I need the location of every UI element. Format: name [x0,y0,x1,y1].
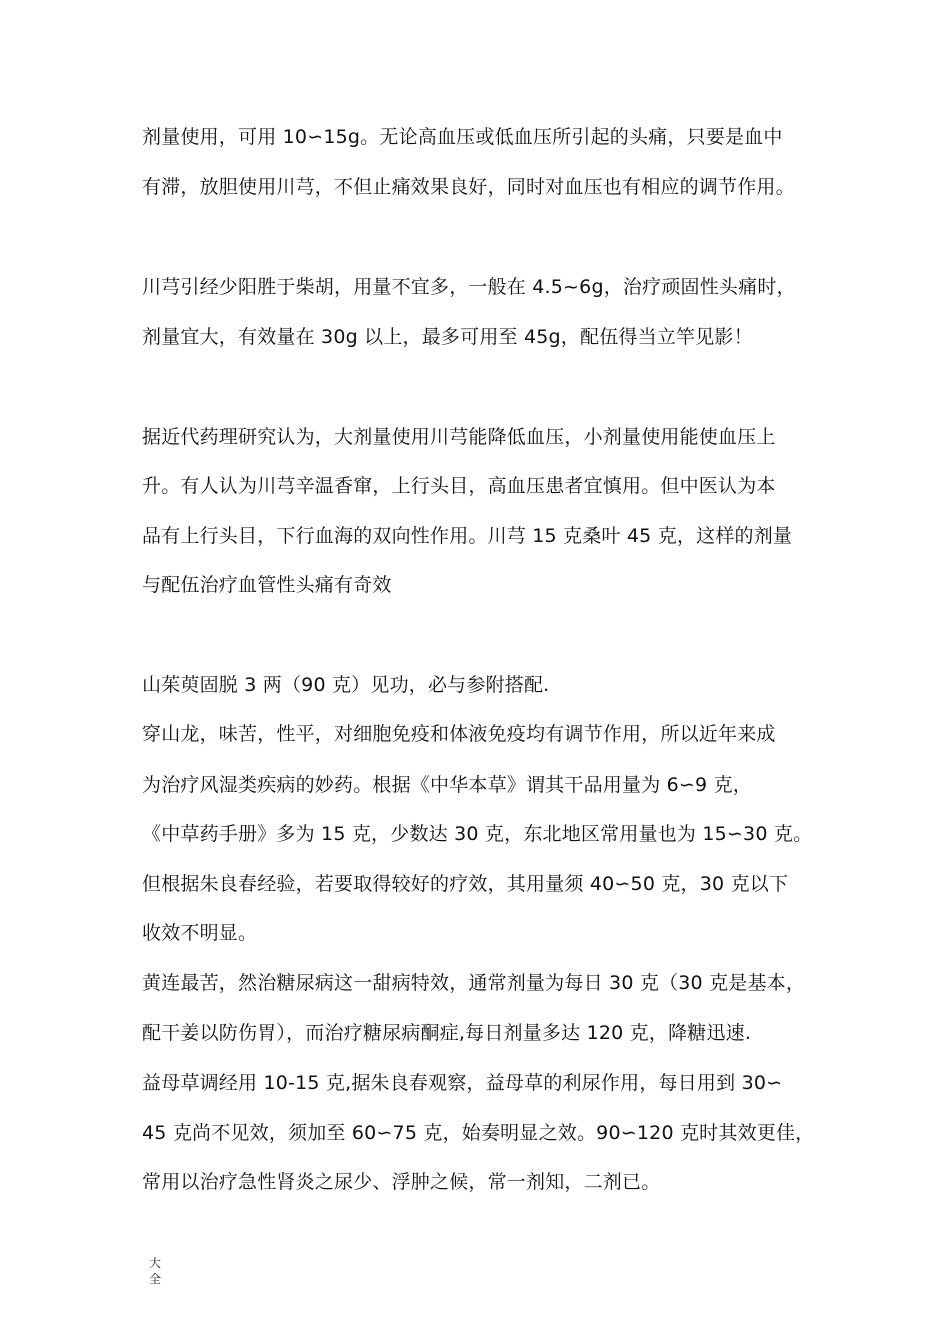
footer-char: 大 [149,1256,162,1270]
text-line: 山茱萸固脱 3 两（90 克）见功，必与参附搭配. [142,674,550,696]
text-line: 升。有人认为川芎辛温香窜，上行头目，高血压患者宜慎用。但中医认为本 [142,475,776,497]
text-line: 品有上行头目，下行血海的双向性作用。川芎 15 克桑叶 45 克，这样的剂量 [142,525,793,547]
text-line: 据近代药理研究认为，大剂量使用川芎能降低血压，小剂量使用能使血压上 [142,426,776,448]
text-line: 为治疗风湿类疾病的妙药。根据《中华本草》谓其干品用量为 6∽9 克， [142,774,752,796]
text-line: 有滞，放胆使用川芎，不但止痛效果良好，同时对血压也有相应的调节作用。 [142,176,795,198]
text-line: 剂量使用，可用 10∽15g。无论高血压或低血压所引起的头痛，只要是血中 [142,126,783,148]
text-line: 黄连最苦，然治糖尿病这一甜病特效，通常剂量为每日 30 克（30 克是基本， [142,972,806,994]
page-footer [149,1255,163,1287]
text-line: 剂量宜大，有效量在 30g 以上，最多可用至 45g，配伍得当立竿见影！ [142,326,753,348]
text-line: 《中草药手册》多为 15 克，少数达 30 克，东北地区常用量也为 15∽30 克。 [142,823,813,845]
text-line: 收效不明显。 [142,922,258,944]
text-line: 常用以治疗急性肾炎之尿少、浮肿之候，常一剂知，二剂已。 [142,1171,661,1193]
text-line: 但根据朱良春经验，若要取得较好的疗效，其用量须 40∽50 克，30 克以下 [142,873,789,895]
footer-char: 全 [149,1272,162,1286]
text-line: 穿山龙，味苦，性平，对细胞免疫和体液免疫均有调节作用，所以近年来成 [142,723,776,745]
text-line: 45 克尚不见效，须加至 60∽75 克，始奏明显之效。90∽120 克时其效更佳， [142,1122,815,1144]
text-line: 川芎引经少阳胜于柴胡，用量不宜多，一般在 4.5~6g，治疗顽固性头痛时， [142,276,796,298]
text-line: 配干姜以防伤胃），而治疗糖尿病酮症,每日剂量多达 120 克，降糖迅速. [142,1022,752,1044]
text-line: 与配伍治疗血管性头痛有奇效 [142,574,392,596]
text-line: 益母草调经用 10-15 克,据朱良春观察，益母草的利尿作用，每日用到 30∽ [142,1072,783,1094]
